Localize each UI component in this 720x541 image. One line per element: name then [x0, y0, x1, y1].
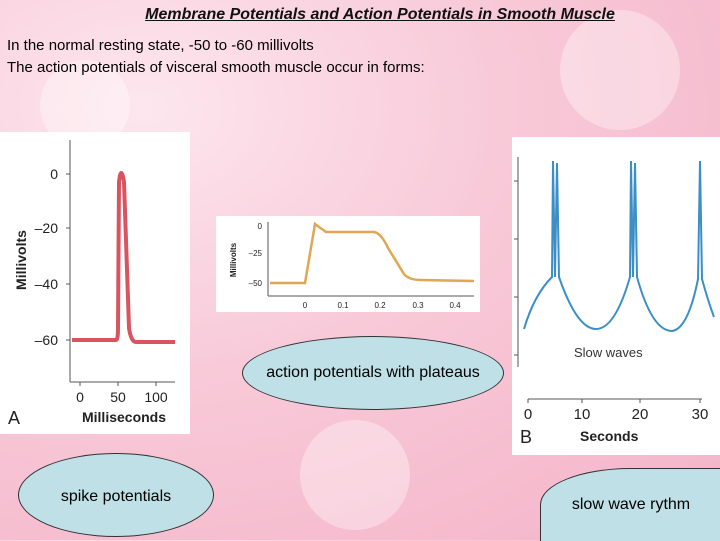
plateau-potential-figure	[216, 216, 480, 312]
x-tick-label: 30	[691, 406, 709, 423]
background-flower	[560, 10, 680, 130]
slow-wave-graph	[512, 137, 720, 455]
spike-potentials-bubble	[18, 453, 214, 537]
text-line-forms: The action potentials of visceral smooth muscle occur in forms:	[7, 59, 425, 76]
x-tick-marks	[80, 382, 156, 386]
y-tick-label: –50	[248, 279, 262, 288]
slow-wave-figure	[512, 137, 720, 455]
plateau-potentials-label: action potentials with plateaus	[266, 364, 480, 381]
spike-potential-curve	[72, 173, 175, 342]
background-flower	[300, 420, 410, 530]
y-tick-label: –20	[34, 220, 58, 236]
y-tick-label: –60	[34, 332, 58, 348]
y-tick-label: 0	[257, 222, 262, 231]
slide-title: Membrane Potentials and Action Potentials in Smooth Muscle	[145, 6, 615, 23]
x-tick-label: 100	[144, 389, 168, 405]
y-tick-marks	[514, 181, 518, 355]
slow-waves-label: Slow waves	[574, 345, 643, 360]
slow-wave-rhythm-label: slow wave rythm	[571, 496, 691, 513]
y-tick-marks	[66, 174, 70, 340]
x-tick-label: 0.4	[449, 301, 461, 310]
spike-potential-graph	[0, 132, 190, 434]
x-tick-label: 0	[523, 406, 533, 423]
plateau-potentials-bubble	[242, 336, 504, 410]
y-tick-label: –40	[34, 276, 58, 292]
x-tick-label: 0.3	[412, 301, 424, 310]
x-tick-label: 0.1	[337, 301, 349, 310]
x-tick-label: 0.2	[374, 301, 386, 310]
plateau-potential-graph	[216, 216, 480, 312]
x-axis-label: Seconds	[580, 428, 639, 444]
x-tick-label: 10	[573, 406, 591, 423]
spike-potential-figure	[0, 132, 190, 434]
slow-wave-curve	[524, 161, 714, 331]
x-tick-marks	[528, 399, 700, 403]
y-tick-label: –25	[248, 249, 262, 258]
spike-potentials-label: spike potentials	[60, 488, 172, 505]
x-tick-label: 20	[631, 406, 649, 423]
x-axis-label: Milliseconds	[81, 409, 167, 425]
slow-wave-rhythm-bubble	[540, 468, 720, 541]
y-axis-label: Millivolts	[229, 242, 238, 278]
y-axis-label: Millivolts	[13, 230, 29, 290]
y-tick-label: 0	[50, 166, 58, 182]
text-line-resting: In the normal resting state, -50 to -60 millivolts	[7, 37, 314, 54]
x-tick-label: 0	[302, 301, 308, 310]
plateau-potential-curve	[270, 224, 474, 283]
panel-letter: A	[8, 408, 21, 428]
panel-letter: B	[520, 427, 533, 447]
x-tick-label: 0	[76, 389, 84, 405]
x-tick-label: 50	[110, 389, 126, 405]
